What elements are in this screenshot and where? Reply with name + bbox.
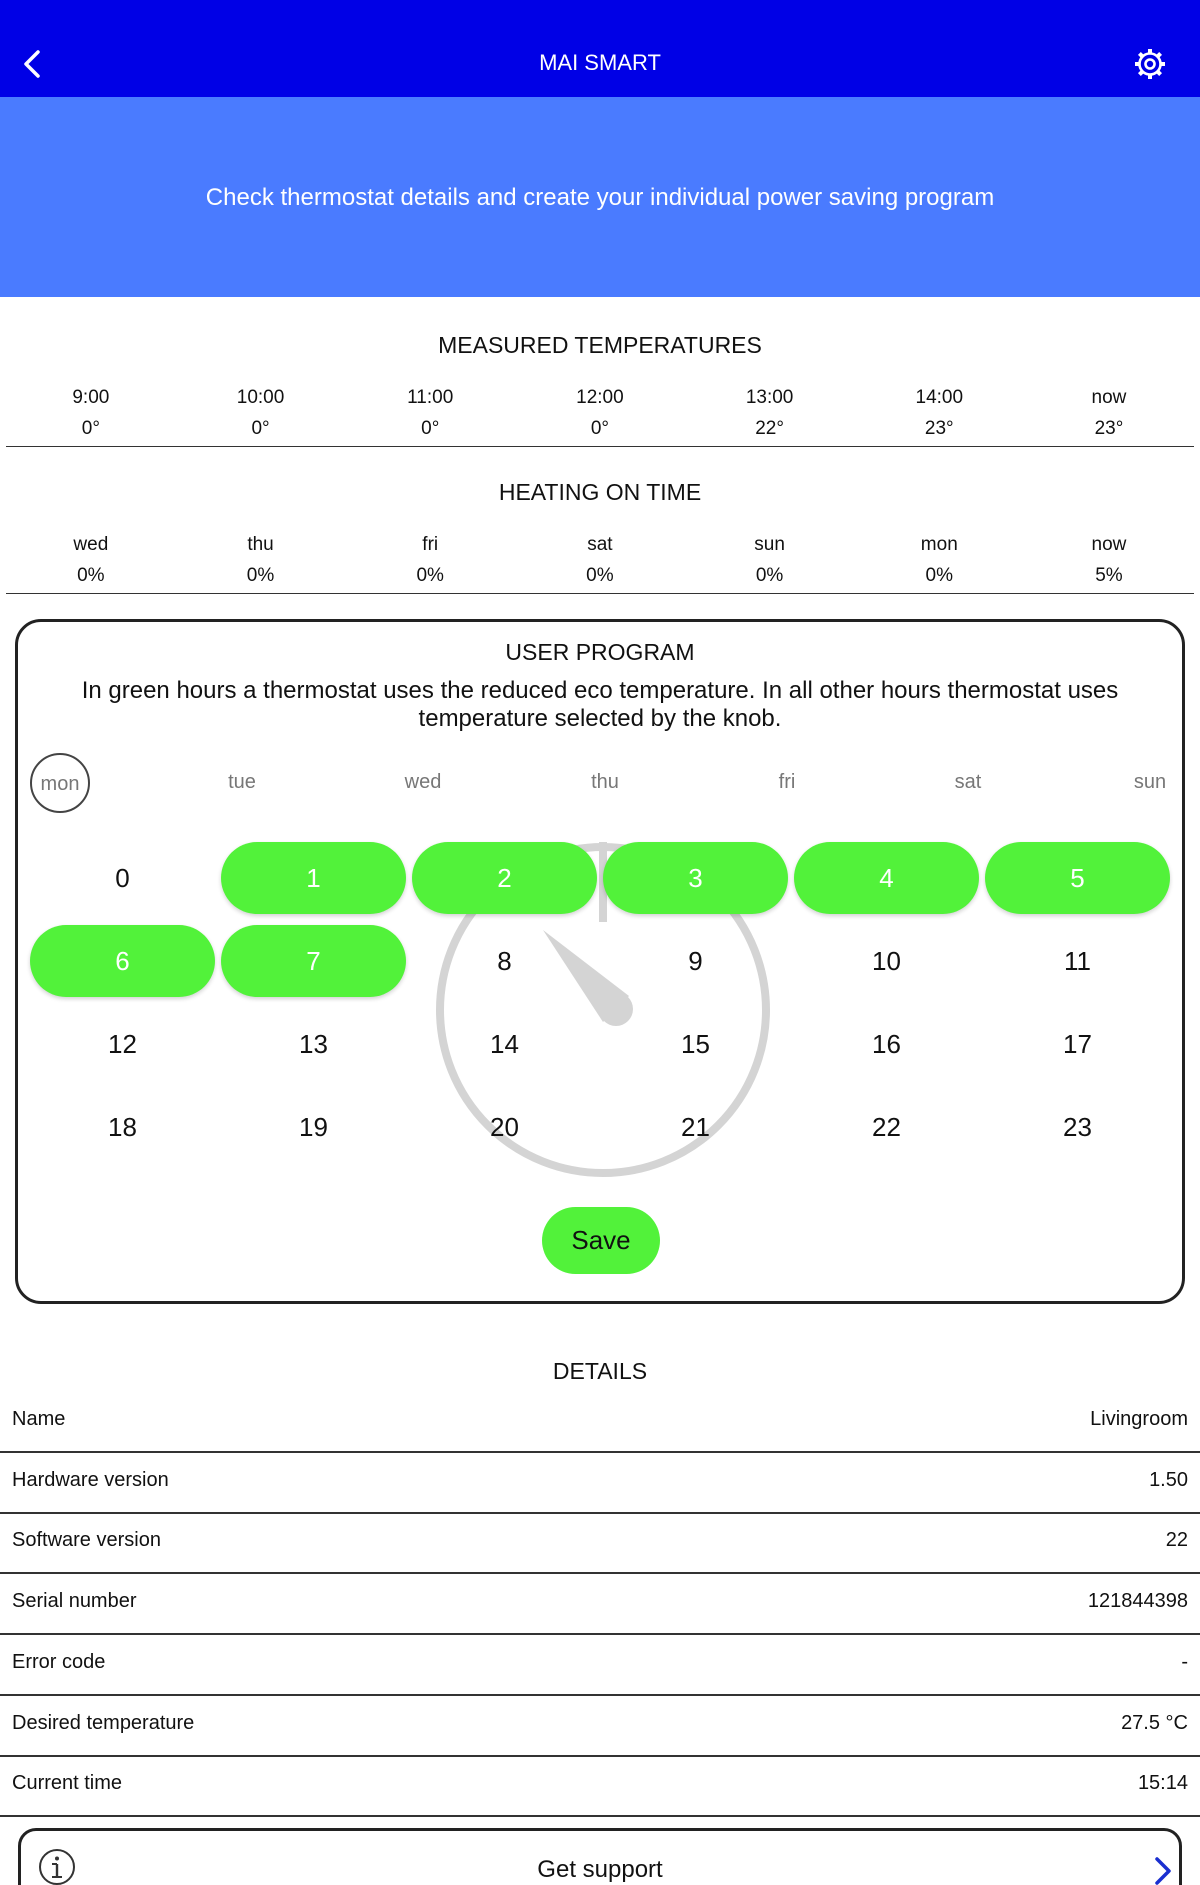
hour-slot[interactable]: 16	[872, 1029, 901, 1059]
hour-slot[interactable]: 4	[794, 842, 979, 914]
heating-label: sun	[754, 534, 785, 555]
user-program-title: USER PROGRAM	[505, 639, 695, 665]
measured-label: 9:00	[72, 387, 110, 408]
hour-slot[interactable]: 5	[985, 842, 1170, 914]
measured-temperatures-row	[6, 386, 1194, 441]
heating-item	[6, 533, 176, 588]
detail-row	[0, 1453, 1200, 1514]
heating-label: wed	[73, 534, 109, 555]
measured-value: 0°	[251, 418, 270, 439]
hour-slot[interactable]: 6	[30, 925, 215, 997]
measured-value: 23°	[924, 418, 954, 439]
day-tab-tue[interactable]: tue	[228, 771, 256, 793]
detail-row	[0, 1574, 1200, 1635]
heating-item	[1024, 533, 1194, 588]
heating-item	[854, 533, 1024, 588]
detail-key: Software version	[12, 1529, 161, 1552]
gear-icon[interactable]	[1130, 44, 1170, 84]
hour-slot[interactable]: 18	[108, 1112, 137, 1142]
measured-value: 0°	[590, 418, 609, 439]
hour-slot[interactable]: 0	[115, 863, 130, 893]
divider	[6, 593, 1194, 594]
heating-item	[176, 533, 346, 588]
hour-slot[interactable]: 3	[603, 842, 788, 914]
hour-slot[interactable]: 19	[299, 1112, 328, 1142]
detail-value: Livingroom	[1090, 1408, 1188, 1430]
measured-value: 22°	[755, 418, 784, 439]
day-tab-fri[interactable]: fri	[778, 771, 796, 793]
day-tab-sun[interactable]: sun	[1133, 771, 1167, 793]
hour-slot[interactable]: 12	[108, 1029, 137, 1059]
day-tab-sat[interactable]: sat	[954, 771, 982, 793]
detail-row	[0, 1696, 1200, 1757]
heating-label: fri	[422, 534, 439, 555]
get-support-label: Get support	[537, 1856, 663, 1883]
measured-label: 13:00	[745, 387, 794, 408]
detail-key: Error code	[12, 1650, 106, 1673]
detail-row	[0, 1513, 1200, 1574]
detail-key: Name	[12, 1408, 66, 1430]
heating-label: thu	[247, 534, 274, 555]
measured-item	[345, 386, 515, 441]
hour-slot[interactable]: 9	[688, 946, 703, 976]
app-header	[0, 0, 1200, 97]
measured-value: 0°	[421, 418, 440, 439]
detail-key: Desired temperature	[12, 1711, 195, 1734]
measured-label: now	[1091, 387, 1127, 408]
heating-on-time-title: HEATING ON TIME	[498, 479, 702, 505]
details-title: DETAILS	[552, 1358, 648, 1384]
detail-key: Serial number	[12, 1590, 137, 1613]
detail-row	[0, 1635, 1200, 1696]
heating-value: 0%	[246, 565, 275, 586]
user-program-description: In green hours a thermostat uses the reduced eco temperature. In all other hours thermostat uses temperature selected by the knob.	[81, 677, 1119, 732]
hour-slot[interactable]: 17	[1063, 1029, 1092, 1059]
get-support-button[interactable]	[18, 1828, 1182, 1885]
detail-row	[0, 1392, 1200, 1453]
measured-item	[685, 386, 855, 441]
hour-slot[interactable]: 1	[221, 842, 406, 914]
hour-slot[interactable]: 22	[872, 1112, 901, 1142]
user-program-panel	[15, 619, 1185, 1304]
detail-row	[0, 1756, 1200, 1817]
measured-value: 23°	[1094, 418, 1124, 439]
measured-item	[1024, 386, 1194, 441]
hour-slot[interactable]: 10	[872, 946, 901, 976]
hour-slot[interactable]: 13	[299, 1029, 328, 1059]
banner-text: Check thermostat details and create your individual power saving program	[205, 184, 995, 211]
hour-slot[interactable]: 7	[221, 925, 406, 997]
hour-slot[interactable]: 23	[1063, 1112, 1092, 1142]
detail-key: Current time	[12, 1772, 123, 1795]
measured-temperatures-title: MEASURED TEMPERATURES	[438, 332, 762, 358]
save-button[interactable]: Save	[542, 1207, 660, 1274]
heating-item	[515, 533, 685, 588]
measured-item	[176, 386, 346, 441]
detail-key: Hardware version	[12, 1468, 169, 1491]
heating-label: mon	[920, 534, 958, 555]
measured-value: 0°	[81, 418, 100, 439]
day-tab-mon[interactable]: mon	[30, 753, 90, 813]
heating-label: now	[1091, 534, 1127, 555]
measured-item	[854, 386, 1024, 441]
detail-value: 121844398	[1087, 1590, 1188, 1613]
measured-item	[6, 386, 176, 441]
divider	[6, 446, 1194, 447]
detail-value: 27.5 °C	[1121, 1711, 1188, 1734]
info-banner	[0, 97, 1200, 297]
hour-slot[interactable]: 21	[681, 1112, 710, 1142]
day-tab-wed[interactable]: wed	[404, 771, 442, 793]
detail-value: -	[1181, 1650, 1188, 1673]
measured-label: 10:00	[236, 387, 285, 408]
app-title: MAI SMART	[539, 50, 661, 75]
heating-label: sat	[587, 534, 613, 555]
heating-value: 5%	[1095, 565, 1123, 586]
heating-value: 0%	[755, 565, 784, 586]
hour-slot[interactable]: 11	[1064, 946, 1091, 976]
detail-value: 22	[1165, 1529, 1188, 1552]
heating-value: 0%	[925, 565, 954, 586]
hour-slot[interactable]: 2	[412, 842, 597, 914]
measured-item	[515, 386, 685, 441]
heating-value: 0%	[77, 565, 105, 586]
heating-item	[685, 533, 855, 588]
detail-value: 1.50	[1149, 1468, 1188, 1491]
hour-slot[interactable]: 14	[490, 1029, 519, 1059]
hour-slot[interactable]: 8	[497, 946, 512, 976]
measured-label: 12:00	[576, 387, 624, 408]
day-tab-thu[interactable]: thu	[591, 771, 619, 793]
heating-value: 0%	[416, 565, 444, 586]
detail-value: 15:14	[1137, 1772, 1188, 1795]
chevron-right-icon	[1149, 1853, 1177, 1885]
heating-on-time-row	[6, 533, 1194, 588]
day-selector	[30, 753, 1180, 813]
measured-label: 14:00	[915, 387, 964, 408]
hour-slot[interactable]: 20	[490, 1112, 519, 1142]
measured-label: 11:00	[407, 387, 454, 408]
hour-slot[interactable]: 15	[681, 1029, 710, 1059]
heating-item	[345, 533, 515, 588]
heating-value: 0%	[586, 565, 614, 586]
